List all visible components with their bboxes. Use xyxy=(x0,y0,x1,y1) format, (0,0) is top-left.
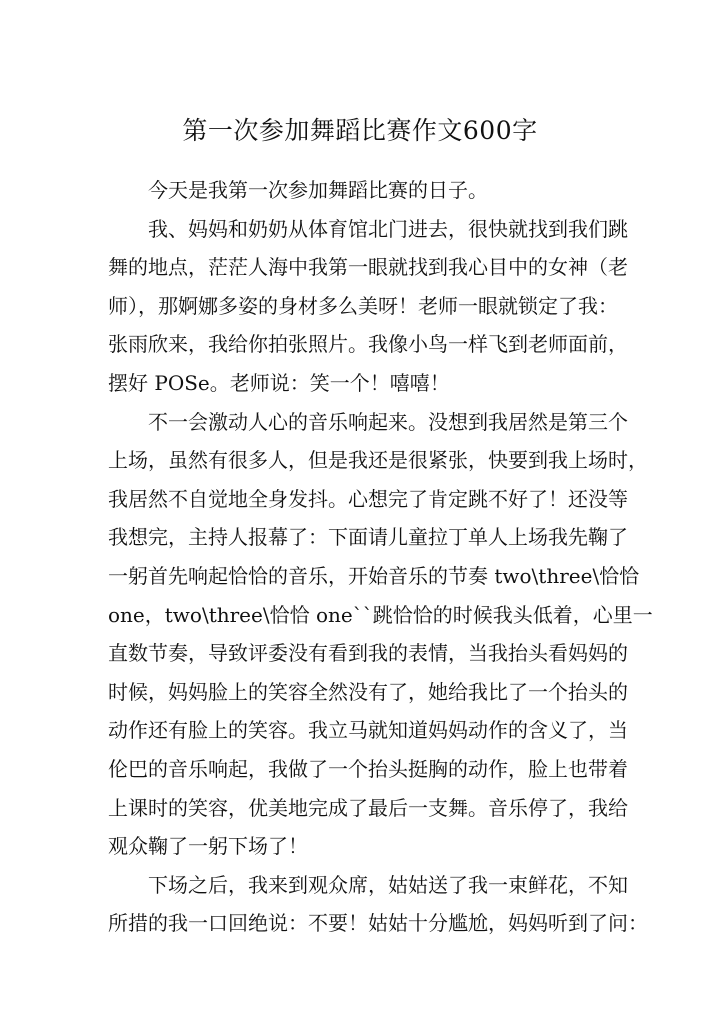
paragraph-line: 上场，虽然有很多人，但是我还是很紧张，快要到我上场时， xyxy=(108,448,648,473)
document-title: 第一次参加舞蹈比赛作文600字 xyxy=(182,116,538,145)
document-body xyxy=(108,171,653,943)
paragraph-line: 一躬首先响起恰恰的音乐，开始音乐的节奏 two\three\恰恰 xyxy=(108,563,640,588)
paragraph-line: 今天是我第一次参加舞蹈比赛的日子。 xyxy=(148,178,488,202)
paragraph-line: 直数节奏，导致评委没有看到我的表情，当我抬头看妈妈的 xyxy=(108,641,628,666)
paragraph-line: 所措的我一口回绝说：不要！姑姑十分尴尬，妈妈听到了问： xyxy=(108,911,648,936)
paragraph-line: 不一会激动人心的音乐响起来。没想到我居然是第三个 xyxy=(148,409,628,434)
paragraph-line: 时候，妈妈脸上的笑容全然没有了，她给我比了一个抬头的 xyxy=(108,679,628,704)
paragraph-line: 下场之后，我来到观众席，姑姑送了我一束鲜花，不知 xyxy=(148,872,628,897)
paragraph-line: 我居然不自觉地全身发抖。心想完了肯定跳不好了！还没等 xyxy=(108,486,628,511)
paragraph-line: 摆好 POSe。老师说：笑一个！嘻嘻！ xyxy=(108,370,450,395)
paragraph-line: one，two\three\恰恰 one``跳恰恰的时候我头低着，心里一 xyxy=(108,602,653,627)
paragraph-line: 张雨欣来，我给你拍张照片。我像小鸟一样飞到老师面前， xyxy=(108,332,628,357)
paragraph-line: 动作还有脸上的笑容。我立马就知道妈妈动作的含义了，当 xyxy=(108,718,628,743)
paragraph-line: 舞的地点，茫茫人海中我第一眼就找到我心目中的女神（老 xyxy=(108,255,628,280)
paragraph-line: 观众鞠了一躬下场了！ xyxy=(108,834,308,859)
paragraph-line: 我想完，主持人报幕了：下面请儿童拉丁单人上场我先鞠了 xyxy=(108,525,628,550)
paragraph-line: 我、妈妈和奶奶从体育馆北门进去，很快就找到我们跳 xyxy=(148,216,628,241)
paragraph-line: 师），那婀娜多姿的身材多么美呀！老师一眼就锁定了我： xyxy=(108,293,618,318)
paragraph-line: 上课时的笑容，优美地完成了最后一支舞。音乐停了，我给 xyxy=(108,795,628,820)
paragraph-line: 伦巴的音乐响起，我做了一个抬头挺胸的动作，脸上也带着 xyxy=(108,756,628,781)
